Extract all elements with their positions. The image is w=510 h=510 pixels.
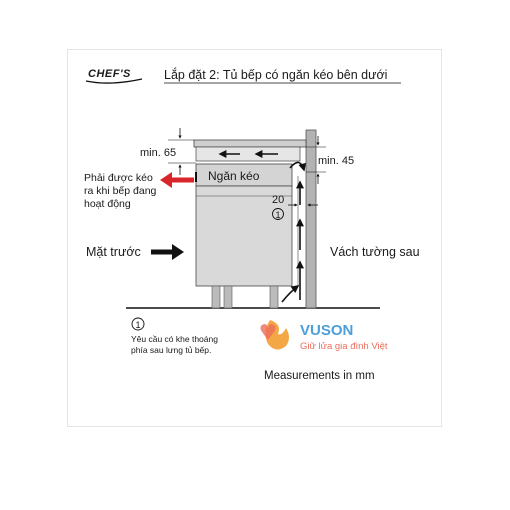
drawer-note-line1: Phải được kéo bbox=[84, 172, 153, 184]
dim-20-label: 20 bbox=[272, 194, 285, 206]
back-wall-label: Vách tường sau bbox=[330, 245, 420, 259]
note-marker-number: 1 bbox=[275, 210, 281, 220]
cabinet-leg-left bbox=[212, 286, 220, 308]
cabinet-leg-right bbox=[270, 286, 278, 308]
drawer-note-line2: ra khi bếp đang bbox=[84, 185, 157, 197]
airflow-curve-bottom bbox=[282, 286, 298, 302]
measurements-caption: Measurements in mm bbox=[264, 370, 375, 382]
drawer-label: Ngăn kéo bbox=[208, 169, 260, 183]
front-label: Mặt trước bbox=[86, 245, 141, 259]
footnote-marker-number: 1 bbox=[135, 320, 141, 330]
cooktop-base bbox=[196, 147, 300, 161]
brand-logo: CHEF'S bbox=[88, 68, 131, 80]
back-wall bbox=[306, 130, 316, 308]
watermark-logo bbox=[260, 320, 387, 352]
dim-min-45-label: min. 45 bbox=[318, 155, 355, 167]
cabinet-leg-mid bbox=[224, 286, 232, 308]
front-arrow-head bbox=[172, 244, 184, 260]
drawer-pull-arrow-head bbox=[160, 172, 172, 188]
footnote-line2: phía sau lưng tủ bếp. bbox=[131, 345, 212, 355]
diagram-title: Lắp đặt 2: Tủ bếp có ngăn kéo bên dưới bbox=[164, 68, 388, 82]
watermark-name: VUSON bbox=[300, 322, 354, 339]
watermark-slogan: Giữ lửa gia đình Việt bbox=[300, 341, 388, 352]
worktop bbox=[194, 140, 306, 147]
drawer-note-line3: hoạt động bbox=[84, 198, 131, 210]
footnote-line1: Yêu cầu có khe thoáng bbox=[131, 334, 218, 344]
dim-min-65-label: min. 65 bbox=[140, 147, 177, 159]
